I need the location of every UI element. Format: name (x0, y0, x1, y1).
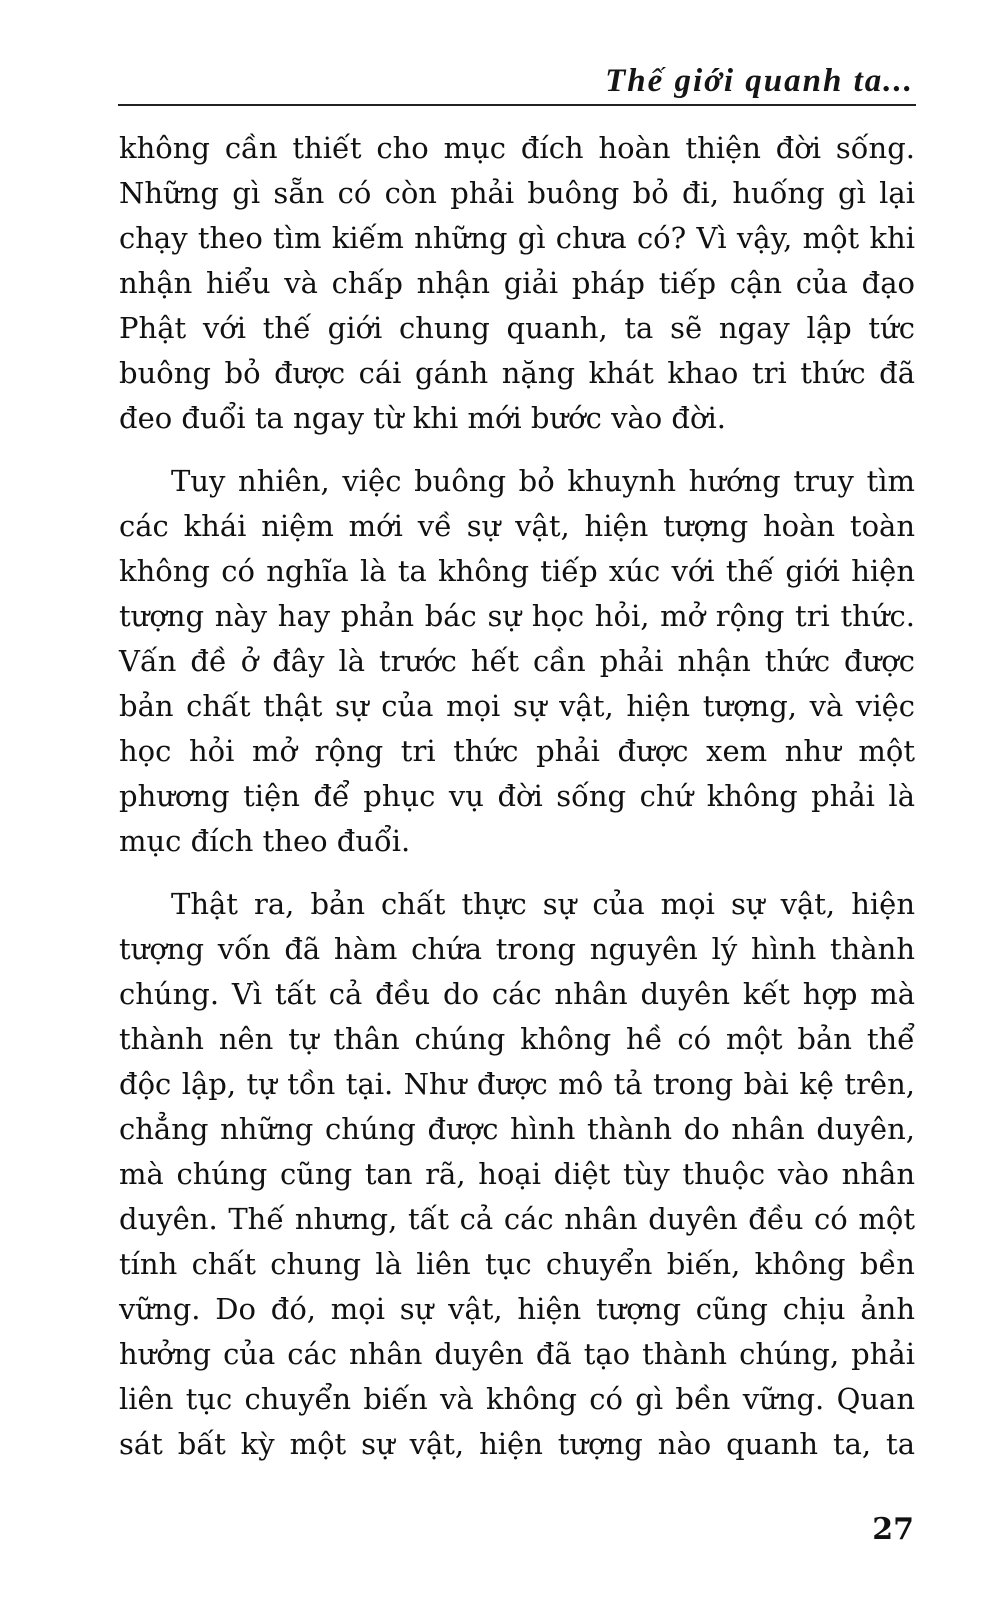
paragraph-2: Tuy nhiên, việc buông bỏ khuynh hướng truy tìm các khái niệm mới về sự vật, hiện tượng hoàn toàn không có nghĩa là ta không tiếp xúc với thế giới hiện tượng này hay phản bác sự học hỏi, mở rộng tri thức. Vấn đề ở đây là trước hết cần phải nhận thức được bản chất thật sự của mọi sự vật, hiện tượng, và việc học hỏi mở rộng tri thức phải được xem như một phương tiện để phục vụ đời sống chứ không phải là mục đích theo đuổi. (119, 464, 915, 858)
page-number: 27 (872, 1512, 914, 1547)
body-text (119, 126, 915, 1467)
paragraph-3: Thật ra, bản chất thực sự của mọi sự vật, hiện tượng vốn đã hàm chứa trong nguyên lý hình thành chúng. Vì tất cả đều do các nhân duyên kết hợp mà thành nên tự thân chúng không hề có một bản thể độc lập, tự tồn tại. Như được mô tả trong bài kệ trên, chẳng những chúng được hình thành do nhân duyên, mà chúng cũng tan rã, hoại diệt tùy thuộc vào nhân duyên. Thế nhưng, tất cả các nhân duyên đều có một tính chất chung là liên tục chuyển biến, không bền vững. Do đó, mọi sự vật, hiện tượng cũng chịu ảnh hưởng của các nhân duyên đã tạo thành chúng, phải liên tục chuyển biến và không có gì bền vững. Quan sát bất kỳ một sự vật, hiện tượng nào quanh ta, ta (119, 887, 915, 1461)
running-header-title: Thế giới quanh ta... (605, 63, 914, 99)
header-divider (118, 104, 916, 106)
paragraph-1: không cần thiết cho mục đích hoàn thiện đời sống. Những gì sẵn có còn phải buông bỏ đi, huống gì lại chạy theo tìm kiếm những gì chưa có? Vì vậy, một khi nhận hiểu và chấp nhận giải pháp tiếp cận của đạo Phật với thế giới chung quanh, ta sẽ ngay lập tức buông bỏ được cái gánh nặng khát khao tri thức đã đeo đuổi ta ngay từ khi mới bước vào đời. (119, 131, 915, 435)
